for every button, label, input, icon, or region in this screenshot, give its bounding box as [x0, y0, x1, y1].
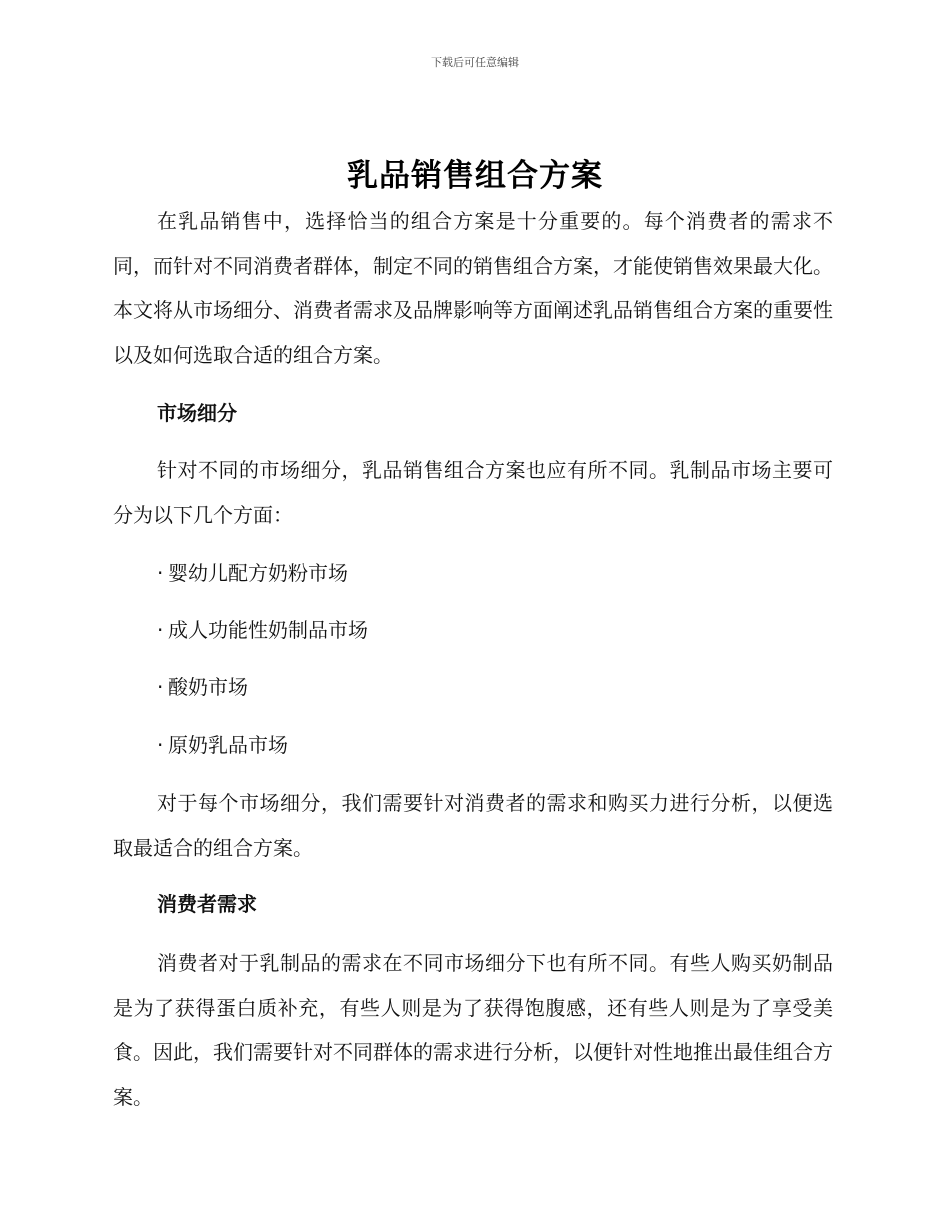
header-note: 下载后可任意编辑 — [431, 56, 519, 69]
bullet-text: 婴幼儿配方奶粉市场 — [168, 561, 348, 585]
bullet-dot: · — [157, 618, 164, 642]
bullet-text: 原奶乳品市场 — [168, 733, 288, 757]
bullet-dot: · — [157, 733, 164, 757]
section-market-segment — [113, 391, 833, 436]
market-paragraph-block — [113, 448, 833, 537]
bullet-dot: · — [157, 561, 164, 585]
bullet-item — [113, 551, 833, 596]
consumer-paragraph-block — [113, 941, 833, 1119]
bullet-dot: · — [157, 675, 164, 699]
bullet-item — [113, 723, 833, 768]
section-heading-market: 市场细分 — [157, 401, 237, 425]
market-closing-paragraph: 对于每个市场细分，我们需要针对消费者的需求和购买力进行分析，以便选取最适合的组合方案。 — [113, 791, 833, 860]
consumer-paragraph: 消费者对于乳制品的需求在不同市场细分下也有所不同。有些人购买奶制品是为了获得蛋白质补充，有些人则是为了获得饱腹感，还有些人则是为了享受美食。因此，我们需要针对不同群体的需求进行分析，以便针对性地推出最佳组合方案。 — [113, 951, 833, 1109]
market-paragraph: 针对不同的市场细分，乳品销售组合方案也应有所不同。乳制品市场主要可分为以下几个方面： — [113, 458, 833, 527]
bullet-text: 成人功能性奶制品市场 — [168, 618, 368, 642]
intro-paragraph: 在乳品销售中，选择恰当的组合方案是十分重要的。每个消费者的需求不同，而针对不同消费者群体，制定不同的销售组合方案，才能使销售效果最大化。本文将从市场细分、消费者需求及品牌影响等方面阐述乳品销售组合方案的重要性以及如何选取合适的组合方案。 — [113, 209, 833, 367]
market-closing-block — [113, 781, 833, 870]
bullet-item — [113, 608, 833, 653]
bullet-text: 酸奶市场 — [168, 675, 248, 699]
bullet-item — [113, 665, 833, 710]
document-title: 乳品销售组合方案 — [347, 158, 603, 194]
section-consumer-needs — [113, 882, 833, 927]
intro-block — [113, 199, 833, 377]
section-heading-consumer: 消费者需求 — [157, 892, 257, 916]
